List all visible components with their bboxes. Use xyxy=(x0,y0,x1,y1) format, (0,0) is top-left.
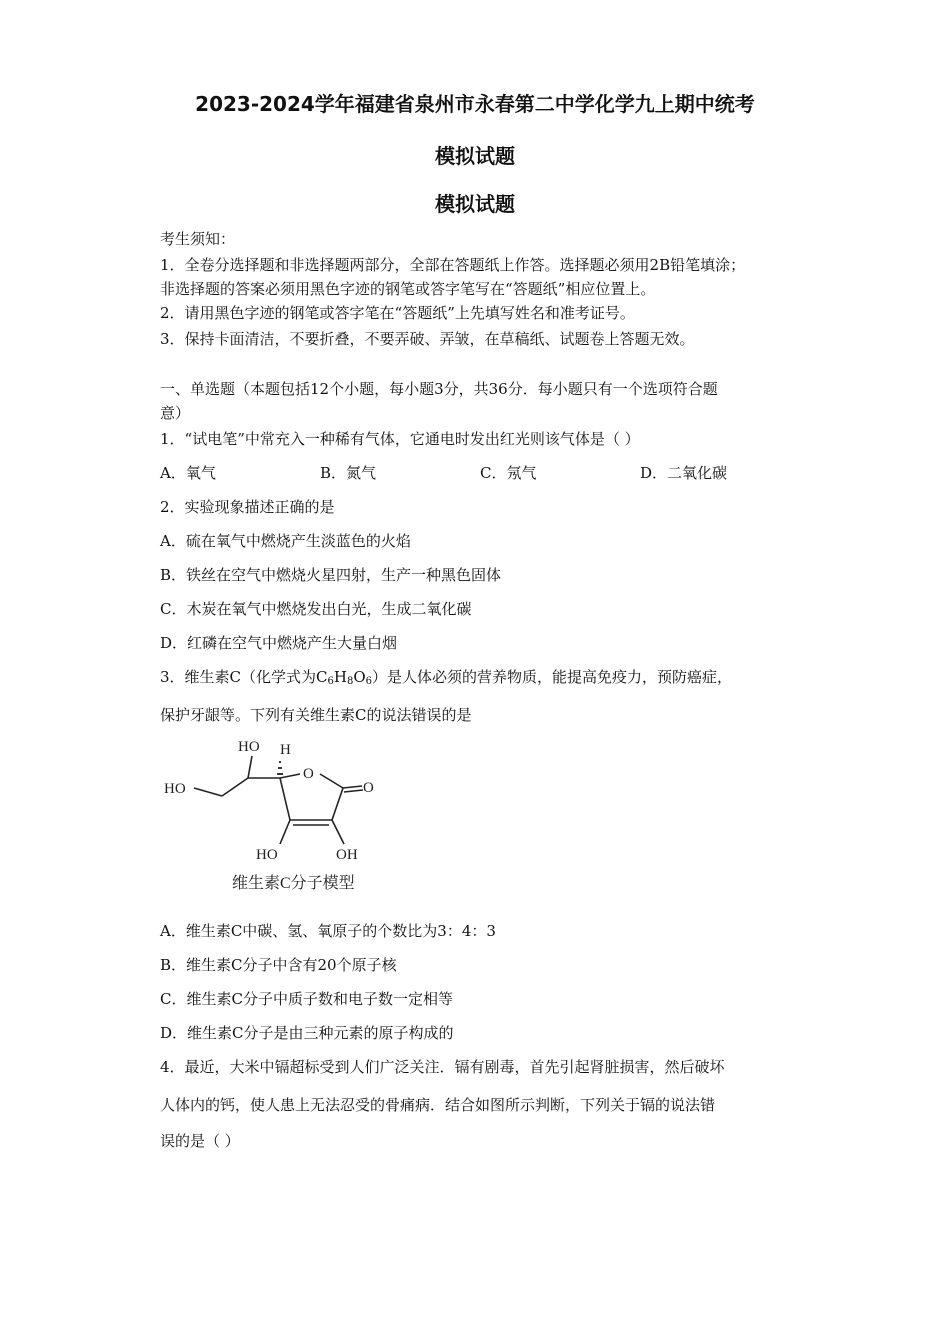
q4-stem-cont: 误的是（ ） xyxy=(160,1132,240,1150)
bond xyxy=(194,788,222,796)
bond xyxy=(280,820,290,844)
q2-option-c: C．木炭在氧气中燃烧发出白光，生成二氧化碳 xyxy=(160,600,472,618)
label-ho-left: HO xyxy=(164,781,186,797)
notice-line: 非选择题的答案必须用黑色字迹的钢笔或答字笔写在“答题纸”相应位置上。 xyxy=(160,280,656,298)
label-oh-bottom: OH xyxy=(336,847,358,863)
q3-option-b: B．维生素C分子中含有20个原子核 xyxy=(160,956,397,974)
exam-title: 2023-2024学年福建省泉州市永春第二中学化学九上期中统考 xyxy=(195,92,755,116)
hashed-wedge-bond xyxy=(277,762,283,774)
section-heading-cont: 意） xyxy=(160,404,191,422)
bond xyxy=(320,774,343,788)
bond xyxy=(344,790,363,792)
bond xyxy=(332,820,344,844)
label-ho-top: HO xyxy=(238,739,260,755)
q3-stem xyxy=(160,666,732,687)
bond xyxy=(248,756,252,778)
notice-line: 1．全卷分选择题和非选择题两部分，全部在答题纸上作答。选择题必须用2B铅笔填涂； xyxy=(160,256,746,274)
label-o-carbonyl: O xyxy=(363,780,374,796)
bond xyxy=(222,778,248,796)
q4-stem: 4．最近，大米中镉超标受到人们广泛关注．镉有剧毒，首先引起肾脏损害，然后破坏 xyxy=(160,1058,725,1076)
q1-options xyxy=(160,462,800,483)
q3-option-a: A．维生素C中碳、氢、氧原子的个数比为3：4：3 xyxy=(160,922,496,940)
q1-option-d: D．二氧化碳 xyxy=(640,464,728,482)
bond xyxy=(332,788,343,820)
q1-option-a: A．氧气 xyxy=(160,464,216,482)
q2-stem: 2．实验现象描述正确的是 xyxy=(160,498,335,516)
q3-formula-sub: 6 xyxy=(365,676,373,687)
q3-stem-post: ）是人体必须的营养物质，能提高免疫力，预防癌症， xyxy=(372,668,733,686)
vitamin-c-structure-figure xyxy=(150,730,390,900)
q3-option-d: D．维生素C分子是由三种元素的原子构成的 xyxy=(160,1024,454,1042)
q3-stem-line2: 保护牙龈等。下列有关维生素C的说法错误的是 xyxy=(160,706,472,724)
q3-option-c: C．维生素C分子中质子数和电子数一定相等 xyxy=(160,990,453,1008)
label-h-top: H xyxy=(280,742,291,758)
q3-formula-o: O xyxy=(353,668,366,686)
bond xyxy=(343,786,362,788)
q1-option-b: B．氮气 xyxy=(320,464,377,482)
q1-stem: 1．“试电笔”中常充入一种稀有气体，它通电时发出红光则该气体是（ ） xyxy=(160,430,640,448)
label-ho-bottom: HO xyxy=(256,847,278,863)
q3-formula-h: H xyxy=(333,668,347,686)
notice-heading: 考生须知： xyxy=(160,230,236,248)
exam-subtitle: 模拟试题 xyxy=(435,144,515,168)
notice-line: 2．请用黑色字迹的钢笔或答字笔在“答题纸”上先填写姓名和准考证号。 xyxy=(160,304,635,322)
bond xyxy=(280,778,290,820)
q3-stem-pre: 3．维生素C（化学式为C xyxy=(160,668,328,686)
exam-subtitle-repeat: 模拟试题 xyxy=(435,192,515,216)
q3-formula-sub: 8 xyxy=(346,676,354,687)
q4-stem-cont: 人体内的钙，使人患上无法忍受的骨痛病．结合如图所示判断，下列关于镉的说法错 xyxy=(160,1096,716,1114)
q1-option-c: C．氖气 xyxy=(480,464,537,482)
q2-option-d: D．红磷在空气中燃烧产生大量白烟 xyxy=(160,634,398,652)
q2-option-a: A．硫在氧气中燃烧产生淡蓝色的火焰 xyxy=(160,532,411,550)
section-heading: 一、单选题（本题包括12个小题，每小题3分，共36分．每小题只有一个选项符合题 xyxy=(160,380,718,398)
q3-formula-sub: 6 xyxy=(327,676,334,687)
figure-caption: 维生素C分子模型 xyxy=(232,875,355,892)
q2-option-b: B．铁丝在空气中燃烧火星四射，生产一种黑色固体 xyxy=(160,566,502,584)
label-o-ring: O xyxy=(303,766,314,782)
notice-line: 3．保持卡面清洁，不要折叠，不要弄破、弄皱，在草稿纸、试题卷上答题无效。 xyxy=(160,330,695,348)
